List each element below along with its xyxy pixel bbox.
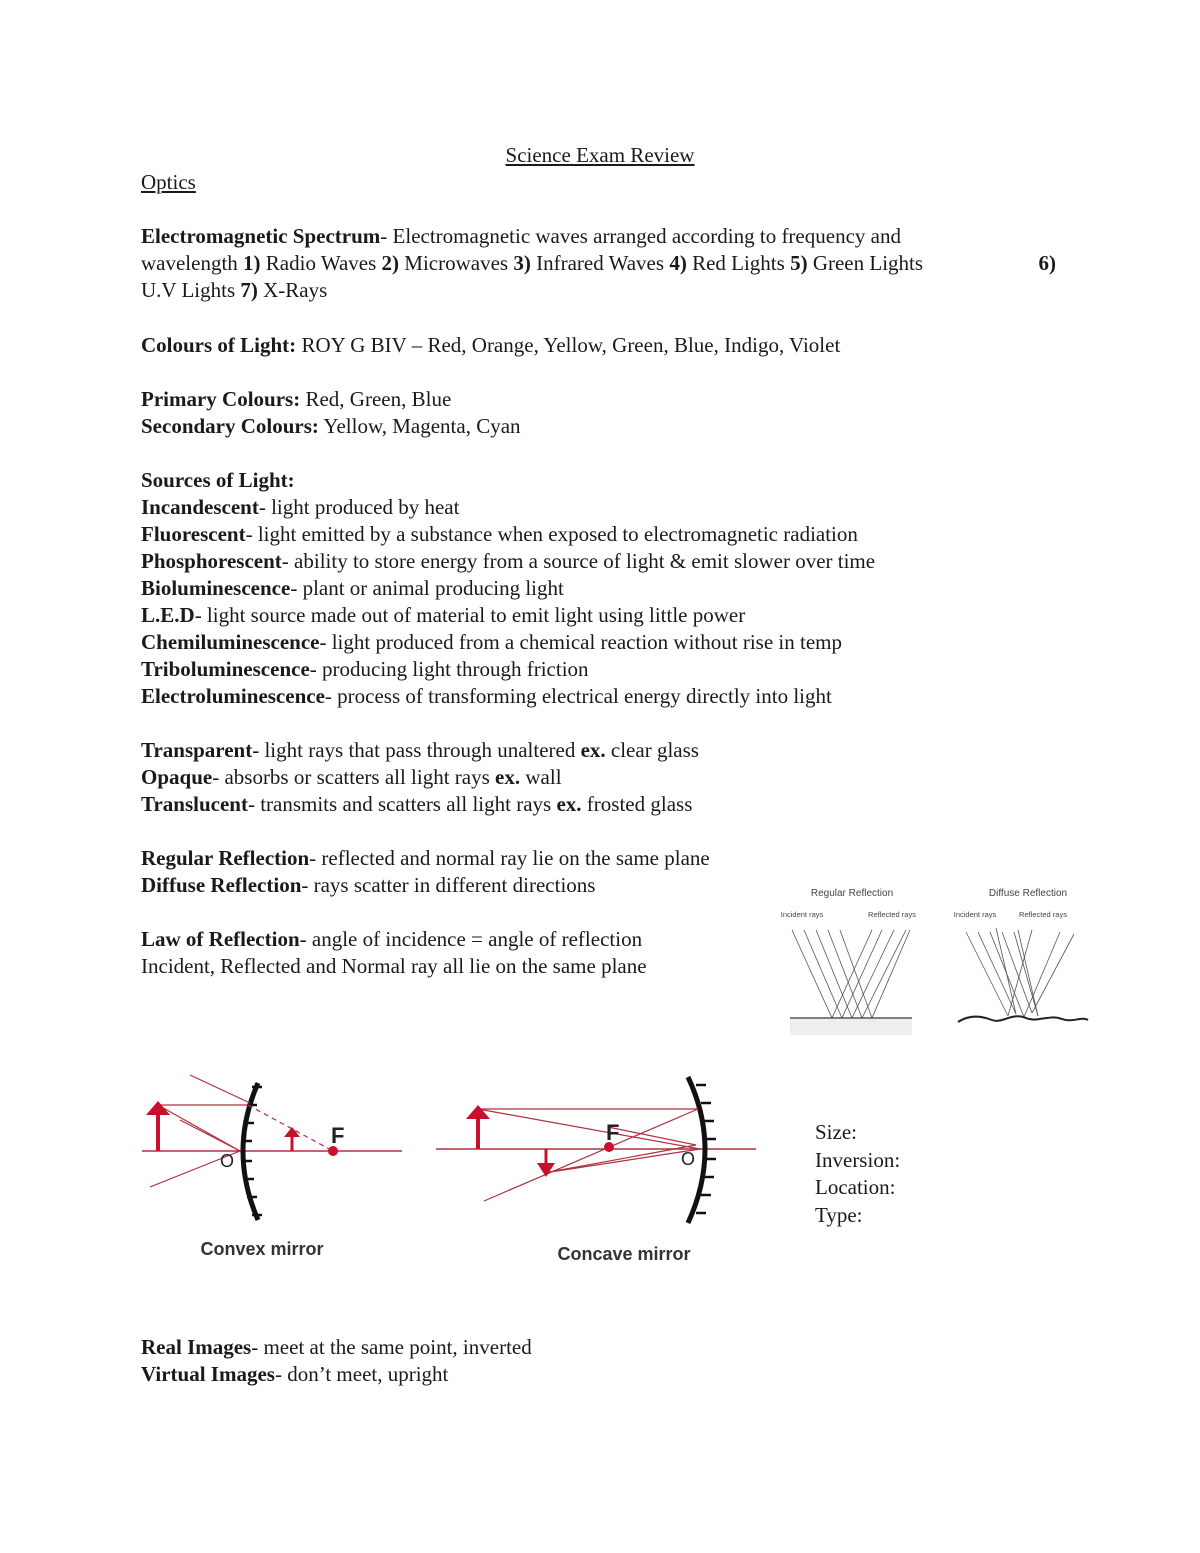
em-item-number: 2) (381, 251, 400, 275)
incident-rays-label: Incident rays (780, 910, 824, 919)
primary-colours-text: Red, Green, Blue (300, 387, 452, 411)
law-of-reflection-term: Law of Reflection (141, 927, 300, 951)
list-item (141, 764, 1071, 791)
diffuse-reflection-def: - rays scatter in different directions (301, 873, 596, 897)
em-item-label: X-Rays (257, 278, 328, 302)
list-item (141, 602, 1071, 629)
material-example: wall (520, 765, 562, 789)
list-item (141, 1334, 1071, 1361)
materials-list (141, 737, 1071, 818)
em-line-1 (141, 223, 1071, 250)
material-example: frosted glass (581, 792, 693, 816)
em-item-number: 5) (790, 251, 808, 275)
list-item (141, 683, 1071, 710)
material-def: - absorbs or scatters all light rays (212, 765, 496, 789)
type-label: Type: (815, 1202, 863, 1227)
concave-mirror-caption: Concave mirror (557, 1244, 691, 1264)
object-arrow (146, 1101, 170, 1151)
source-def: - producing light through friction (309, 657, 589, 681)
rough-surface (958, 1016, 1088, 1022)
regular-reflection-rays (792, 930, 910, 1018)
regular-reflection-term: Regular Reflection (141, 846, 310, 870)
flat-surface-shade (790, 1019, 912, 1035)
image-characteristics-list (815, 1119, 900, 1229)
source-term: Incandescent (141, 495, 259, 519)
source-term: Chemiluminescence (141, 630, 320, 654)
list-item (141, 791, 1071, 818)
page-title: Science Exam Review (505, 143, 695, 167)
example-marker: ex. (495, 765, 521, 789)
em-spectrum-paragraph (141, 223, 1071, 304)
size-label: Size: (815, 1120, 857, 1144)
em-item-number: 6) (1038, 251, 1056, 275)
em-item-label: Red Lights (686, 251, 791, 275)
em-spectrum-term: Electromagnetic Spectrum (141, 224, 381, 248)
source-term: Electroluminescence (141, 684, 325, 708)
convex-mirror-caption: Convex mirror (200, 1239, 324, 1259)
section-heading-optics: Optics (141, 170, 196, 194)
origin-label: O (681, 1149, 696, 1169)
em-item-number: 1) (243, 251, 261, 275)
inversion-label: Inversion: (815, 1147, 901, 1172)
image-types (141, 1334, 1071, 1388)
source-def: - plant or animal producing light (290, 576, 564, 600)
em-item-number: 3) (513, 251, 531, 275)
source-term: Fluorescent (141, 522, 246, 546)
real-images-def: - meet at the same point, inverted (251, 1335, 532, 1359)
incident-rays-label: Incident rays (953, 910, 997, 919)
law-of-reflection-def: - angle of incidence = angle of reflection (299, 927, 643, 951)
convex-rays (150, 1075, 333, 1187)
reflected-rays-label: Reflected rays (1019, 910, 1067, 919)
list-item (141, 494, 1071, 521)
material-term: Opaque (141, 765, 213, 789)
list-item (141, 656, 1071, 683)
colours-text: ROY G BIV – Red, Orange, Yellow, Green, Blue, Indigo, Violet (296, 333, 841, 357)
source-def: - process of transforming electrical energy directly into light (324, 684, 832, 708)
focal-label: F (331, 1123, 345, 1148)
em-line-3 (141, 277, 1071, 304)
list-item (141, 548, 1071, 575)
virtual-image-arrow (284, 1127, 300, 1151)
real-image-arrow (537, 1149, 555, 1177)
reflection-diagram (770, 880, 1100, 1040)
source-def: - light produced from a chemical reaction without rise in temp (319, 630, 842, 654)
source-def: - light source made out of material to emit light using little power (194, 603, 746, 627)
diffuse-reflection-rays (966, 928, 1074, 1017)
source-def: - ability to store energy from a source of light & emit slower over time (281, 549, 876, 573)
list-item (141, 737, 1071, 764)
list-item (141, 521, 1071, 548)
reflected-rays-label: Reflected rays (868, 910, 916, 919)
real-images-term: Real Images (141, 1335, 252, 1359)
virtual-images-def: - don’t meet, upright (274, 1362, 449, 1386)
em-line-2 (141, 250, 1071, 277)
source-term: Bioluminescence (141, 576, 291, 600)
colours-term: Colours of Light: (141, 333, 297, 357)
em-item-label: U.V Lights (141, 278, 241, 302)
em-item-label: Radio Waves (260, 251, 382, 275)
sources-heading: Sources of Light: (141, 468, 295, 492)
material-def: - light rays that pass through unaltered (252, 738, 581, 762)
virtual-images-term: Virtual Images (141, 1362, 275, 1386)
diffuse-reflection-figure-title: Diffuse Reflection (988, 888, 1068, 899)
secondary-colours-text: Yellow, Magenta, Cyan (318, 414, 521, 438)
focal-label: F (606, 1120, 620, 1145)
material-term: Translucent (141, 792, 248, 816)
regular-reflection-def: - reflected and normal ray lie on the same plane (309, 846, 710, 870)
list-item (141, 629, 1071, 656)
primary-secondary-colours (141, 386, 1071, 440)
material-example: clear glass (605, 738, 699, 762)
source-term: Triboluminescence (141, 657, 310, 681)
colours-of-light-line (141, 332, 1071, 359)
example-marker: ex. (580, 738, 606, 762)
source-def: - light produced by heat (258, 495, 460, 519)
list-item (141, 575, 1071, 602)
em-item-label: Microwaves (399, 251, 514, 275)
em-item-number: 4) (669, 251, 687, 275)
em-item-label: Infrared Waves (530, 251, 670, 275)
concave-mirror-diagram (432, 1065, 762, 1275)
source-def: - light emitted by a substance when exposed to electromagnetic radiation (245, 522, 858, 546)
object-arrow (466, 1105, 490, 1149)
law-of-reflection-line2: Incident, Reflected and Normal ray all lie on the same plane (141, 954, 647, 978)
em-line2-start: wavelength (141, 251, 244, 275)
em-item-label: Green Lights (807, 251, 924, 275)
em-spectrum-def: - Electromagnetic waves arranged according to frequency and (380, 224, 901, 248)
list-item (141, 1361, 1071, 1388)
secondary-colours-term: Secondary Colours: (141, 414, 319, 438)
material-term: Transparent (141, 738, 253, 762)
origin-label: O (220, 1151, 235, 1171)
sources-of-light-list (141, 467, 1071, 710)
material-def: - transmits and scatters all light rays (247, 792, 557, 816)
diffuse-reflection-term: Diffuse Reflection (141, 873, 302, 897)
em-item-number: 7) (240, 278, 258, 302)
source-term: Phosphorescent (141, 549, 282, 573)
primary-colours-term: Primary Colours: (141, 387, 301, 411)
convex-mirror-diagram (140, 1065, 410, 1270)
concave-rays (478, 1109, 700, 1201)
regular-reflection-figure-title: Regular Reflection (810, 888, 894, 899)
example-marker: ex. (556, 792, 582, 816)
source-term: L.E.D (141, 603, 195, 627)
location-label: Location: (815, 1175, 896, 1199)
